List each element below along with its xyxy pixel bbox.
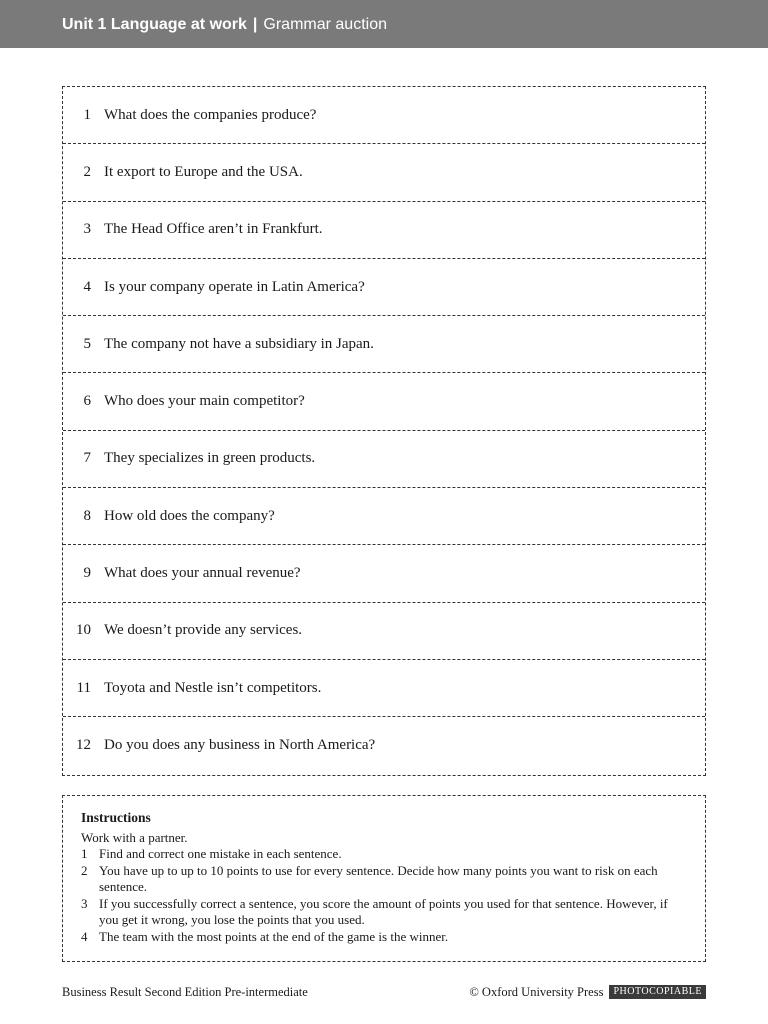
sentence-card [63, 660, 705, 717]
sentence-card [63, 144, 705, 201]
sentence-number: 6 [83, 393, 91, 410]
footer-right [469, 983, 706, 1001]
page-header [0, 0, 768, 48]
sentence-card [63, 259, 705, 316]
sentence-text: We doesn’t provide any services. [104, 622, 303, 639]
sentence-text: What does your annual revenue? [104, 565, 301, 582]
sentence-number: 8 [83, 507, 91, 524]
worksheet-title: Grammar auction [263, 16, 387, 33]
sentence-text: They specializes in green products. [104, 450, 316, 467]
header-separator: | [252, 16, 258, 33]
sentence-number: 10 [76, 622, 91, 639]
sentence-number: 7 [83, 450, 91, 467]
sentence-number: 2 [83, 163, 91, 180]
sentence-card [63, 545, 705, 602]
instruction-item [81, 896, 687, 929]
sentence-number: 9 [83, 565, 91, 582]
sentence-number: 12 [76, 737, 91, 754]
copyright-notice: © Oxford University Press [469, 985, 604, 999]
sentence-card [63, 373, 705, 430]
sentence-number: 11 [76, 679, 91, 696]
page-footer [62, 983, 706, 1001]
sentence-text: What does the companies produce? [104, 106, 317, 123]
instruction-number: 1 [81, 846, 88, 861]
sentence-number: 3 [83, 221, 91, 238]
sentence-number: 1 [83, 106, 91, 123]
sentence-text: Toyota and Nestle isn’t competitors. [104, 679, 322, 696]
sentence-card [63, 488, 705, 545]
photocopiable-badge: PHOTOCOPIABLE [609, 985, 706, 999]
sentence-cards [62, 86, 706, 776]
sentence-card [63, 202, 705, 259]
unit-title: Unit 1 Language at work [62, 16, 247, 33]
sentence-card [63, 603, 705, 660]
book-title: Business Result Second Edition Pre-intermediate [62, 985, 308, 999]
sentence-card [63, 431, 705, 488]
instruction-number: 2 [81, 862, 88, 878]
instruction-text: Find and correct one mistake in each sentence. [99, 846, 342, 861]
sentence-text: The Head Office aren’t in Frankfurt. [104, 221, 323, 238]
instruction-number: 3 [81, 895, 88, 911]
sentence-text: It export to Europe and the USA. [104, 163, 303, 180]
sentence-text: How old does the company? [104, 507, 275, 524]
sentence-number: 4 [83, 278, 91, 295]
sentence-text: Do you does any business in North America? [104, 737, 376, 754]
instruction-item [81, 929, 687, 946]
instructions-box [62, 795, 706, 962]
instructions-title: Instructions [81, 810, 151, 825]
instruction-number: 4 [81, 928, 88, 944]
sentence-text: The company not have a subsidiary in Japan. [104, 335, 374, 352]
sentence-text: Who does your main competitor? [104, 393, 305, 410]
instruction-text: You have up to up to 10 points to use for every sentence. Decide how many points you want to risk on each sentence. [99, 862, 658, 894]
sentence-card [63, 87, 705, 144]
sentence-card [63, 717, 705, 774]
sentence-text: Is your company operate in Latin America? [104, 278, 365, 295]
instructions-intro: Work with a partner. [81, 829, 188, 845]
sentence-card [63, 316, 705, 373]
instruction-item [81, 863, 687, 896]
sentence-number: 5 [83, 335, 91, 352]
instruction-text: The team with the most points at the end of the game is the winner. [99, 928, 449, 944]
instruction-item [81, 846, 687, 863]
instruction-text: If you successfully correct a sentence, you score the amount of points you used for that sentence. However, if you get it wrong, you lose the points that you used. [99, 895, 668, 927]
